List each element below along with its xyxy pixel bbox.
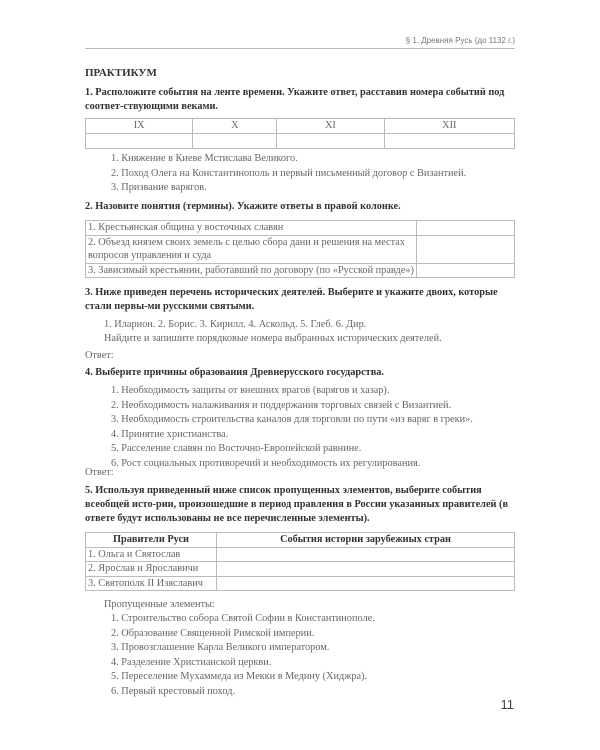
q3-answer-label: Ответ: (85, 350, 114, 361)
page-number: 11 (500, 697, 514, 712)
q5-omitted-list (85, 612, 515, 699)
answer-cell[interactable] (217, 562, 515, 577)
list-item: 4. Принятие христианства. (111, 428, 229, 440)
century-ix: IX (86, 119, 193, 134)
list-item: 1. Необходимость защиты от внешних врагов (варягов и хазар). (111, 385, 390, 396)
century-xi: XI (277, 119, 384, 134)
answer-cell[interactable] (384, 134, 514, 149)
q4-answer-label: Ответ: (85, 467, 114, 478)
list-item: 1. Строительство собора Святой Софии в Константинополе. (111, 613, 375, 624)
ruler-cell: 1. Ольга и Святослав (86, 547, 217, 562)
q4-causes-list (85, 384, 515, 471)
answer-cell[interactable] (417, 221, 515, 236)
q1-timeline-table (85, 118, 515, 149)
q3-instruction: Найдите и запишите порядковые номера выбранных исторических деятелей. (104, 333, 442, 344)
list-item: 2. Поход Олега на Константинополь и первый письменный договор с Византией. (111, 167, 467, 179)
ruler-cell: 3. Святополк II Изяславич (86, 576, 217, 591)
term-definition: 2. Объезд князем своих земель с целью сбора дани и решения на местах вопросов управления и суда (86, 235, 417, 263)
answer-cell[interactable] (86, 134, 193, 149)
section-title: ПРАКТИКУМ (85, 67, 157, 79)
answer-cell[interactable] (417, 235, 515, 263)
list-item: 3. Призвание варягов. (111, 182, 207, 193)
q2-prompt: 2. Назовите понятия (термины). Укажите ответы в правой колонке. (85, 201, 401, 212)
ruler-cell: 2. Ярослав и Ярославичи (86, 562, 217, 577)
list-item: 6. Рост социальных противоречий и необходимость их регулирования. (111, 457, 421, 469)
term-definition: 3. Зависимый крестьянин, работавший по договору (по «Русской правде») (86, 263, 417, 278)
list-item: 4. Разделение Христианской церкви. (111, 656, 272, 668)
header-divider (85, 48, 515, 49)
q1-prompt: 1. Расположите события на ленте времени. Укажите ответ, расставив номера событий под соответ-ствующими веками. (85, 87, 505, 112)
century-x: X (193, 119, 277, 134)
header-events: События истории зарубежных стран (217, 533, 515, 548)
list-item: 3. Провозглашение Карла Великого императором. (111, 642, 330, 653)
list-item: 5. Расселение славян по Восточно-Европейской равнине. (111, 443, 362, 454)
term-definition: 1. Крестьянская община у восточных славян (86, 221, 417, 236)
q3-figures-list: 1. Иларион. 2. Борис. 3. Кирилл. 4. Аскольд. 5. Глеб. 6. Дир. (104, 319, 367, 330)
answer-cell[interactable] (217, 576, 515, 591)
q5-omitted-label: Пропущенные элементы: (104, 599, 215, 610)
list-item: 5. Переселение Мухаммеда из Мекки в Медину (Хиджра). (111, 671, 368, 682)
list-item: 2. Необходимость налаживания и поддержания торговых связей с Византией. (111, 399, 452, 411)
list-item: 1. Княжение в Киеве Мстислава Великого. (111, 153, 298, 164)
list-item: 2. Образование Священной Римской империи. (111, 627, 315, 639)
list-item: 6. Первый крестовый поход. (111, 685, 236, 697)
q4-prompt: 4. Выберите причины образования Древнерусского государства. (85, 367, 384, 378)
q2-terms-table (85, 220, 515, 278)
q3-prompt: 3. Ниже приведен перечень исторических деятелей. Выберите и укажите двоих, которые стали первы-ми русскими святыми. (85, 287, 498, 312)
list-item: 3. Необходимость строительства каналов для торговли по пути «из варяг в греки». (111, 414, 473, 425)
answer-cell[interactable] (217, 547, 515, 562)
century-xii: XII (384, 119, 514, 134)
header-rulers: Правители Руси (86, 533, 217, 548)
q5-prompt: 5. Используя приведенный ниже список пропущенных элементов, выберите события всеобщей исто-рии, произошедшие в период правления в России указанных правителей (в ответе будут использованы не все перечисленные элементы). (85, 485, 509, 524)
q1-events-list (85, 152, 515, 196)
q5-rulers-table (85, 532, 515, 591)
answer-cell[interactable] (277, 134, 384, 149)
answer-cell[interactable] (193, 134, 277, 149)
answer-cell[interactable] (417, 263, 515, 278)
running-header: § 1. Древняя Русь (до 1132 г.) (405, 36, 515, 45)
